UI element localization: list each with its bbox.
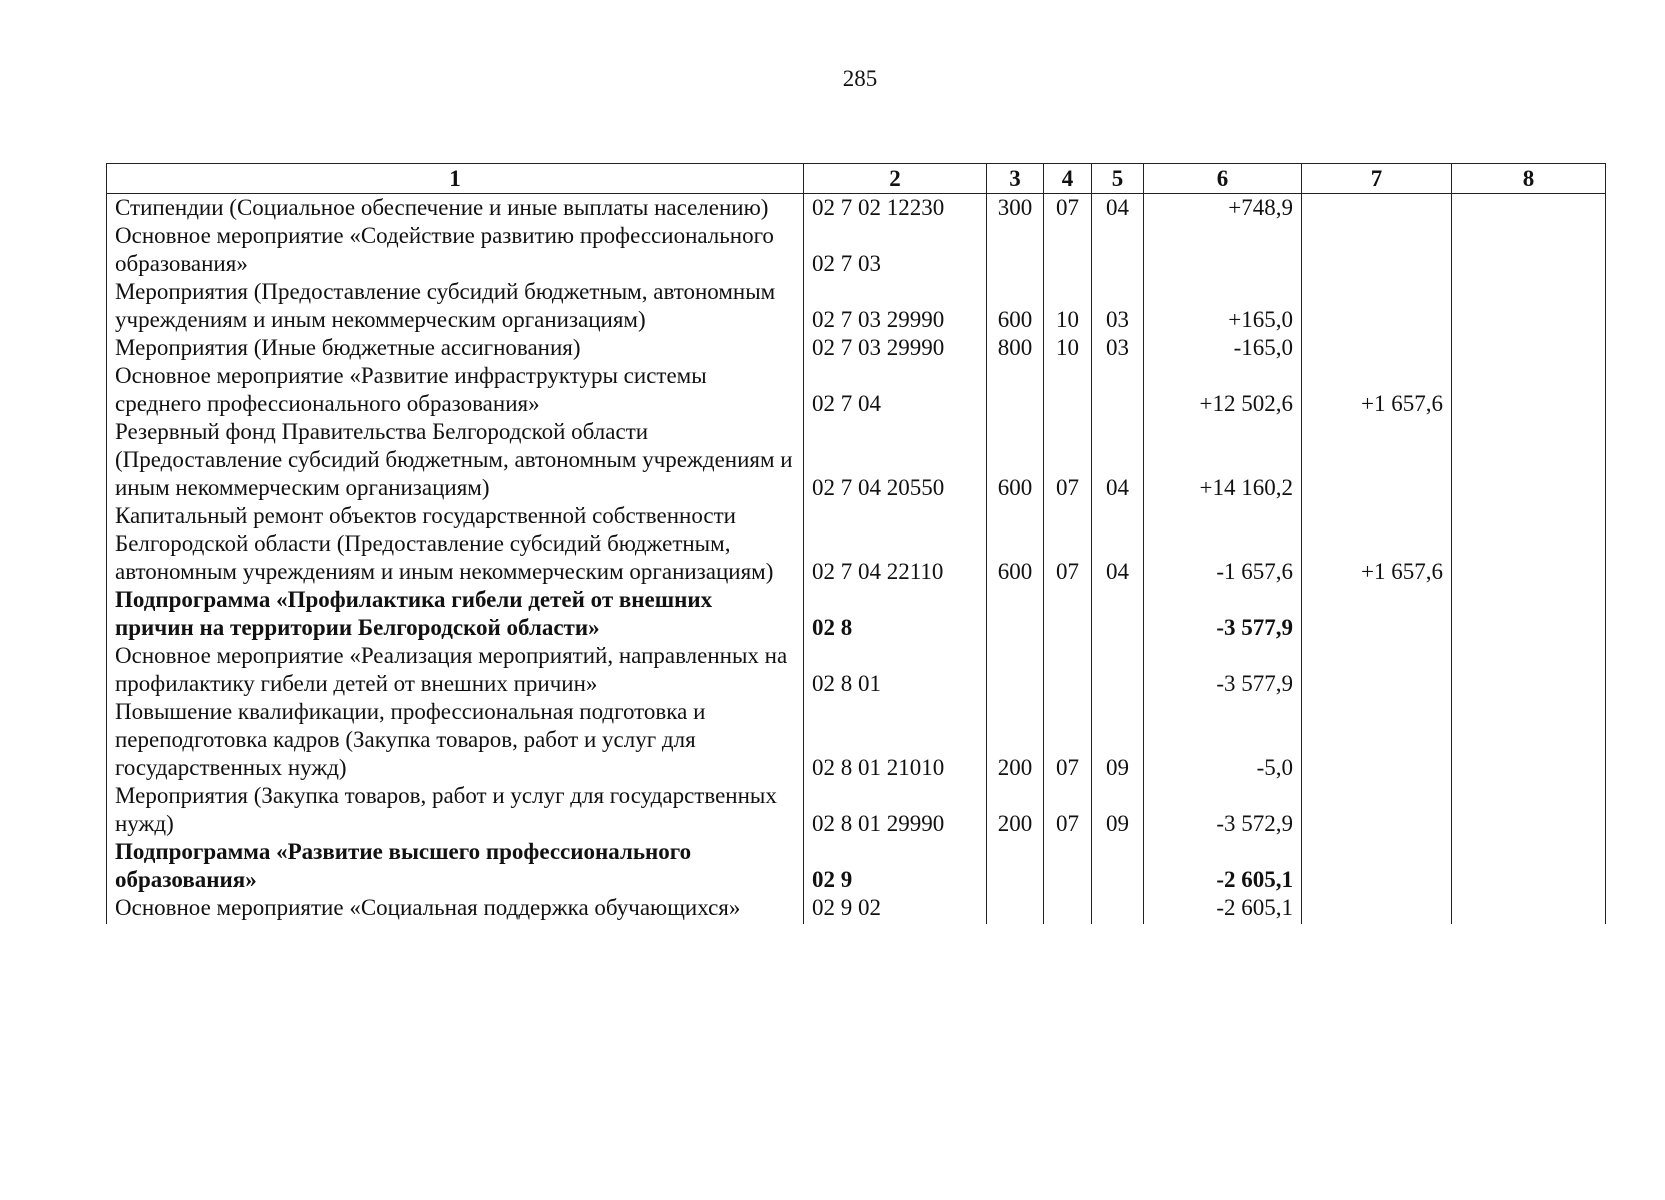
row-col8-value xyxy=(1452,222,1606,278)
row-col5-cell xyxy=(1092,838,1144,894)
row-col6-value: -2 605,1 xyxy=(1144,838,1302,894)
row-code-cell: 02 8 xyxy=(804,586,987,642)
row-col4-cell: 10 xyxy=(1044,334,1092,362)
row-col3-cell: 600 xyxy=(987,278,1044,334)
table-row xyxy=(107,194,1606,223)
row-name-cell: Подпрограмма «Профилактика гибели детей от внешних причин на территории Белгородской области» xyxy=(107,586,804,642)
row-name-cell: Подпрограмма «Развитие высшего профессионального образования» xyxy=(107,838,804,894)
row-col5-cell: 09 xyxy=(1092,782,1144,838)
row-col8-value xyxy=(1452,642,1606,698)
row-col7-value xyxy=(1302,418,1452,502)
row-col8-value xyxy=(1452,894,1606,924)
header-col-4: 4 xyxy=(1044,164,1092,194)
table-row xyxy=(107,586,1606,642)
row-col6-value: -3 572,9 xyxy=(1144,782,1302,838)
row-col6-value: -2 605,1 xyxy=(1144,894,1302,924)
row-col3-cell xyxy=(987,222,1044,278)
table-row xyxy=(107,642,1606,698)
row-name-cell: Основное мероприятие «Развитие инфраструктуры системы среднего профессионального образования» xyxy=(107,362,804,418)
row-col6-value: -5,0 xyxy=(1144,698,1302,782)
row-code-cell: 02 7 04 20550 xyxy=(804,418,987,502)
row-col7-value: +1 657,6 xyxy=(1302,362,1452,418)
row-col5-cell: 09 xyxy=(1092,698,1144,782)
row-col4-cell: 07 xyxy=(1044,418,1092,502)
row-col4-cell: 07 xyxy=(1044,502,1092,586)
row-col8-value xyxy=(1452,586,1606,642)
row-code-cell: 02 8 01 xyxy=(804,642,987,698)
row-code-cell: 02 7 03 29990 xyxy=(804,278,987,334)
row-name-cell: Основное мероприятие «Содействие развитию профессионального образования» xyxy=(107,222,804,278)
row-code-cell: 02 7 04 22110 xyxy=(804,502,987,586)
row-col8-value xyxy=(1452,278,1606,334)
row-col5-cell xyxy=(1092,222,1144,278)
row-col3-cell: 600 xyxy=(987,418,1044,502)
table-row xyxy=(107,222,1606,278)
table-row xyxy=(107,838,1606,894)
table-row xyxy=(107,894,1606,924)
row-col6-value: -3 577,9 xyxy=(1144,586,1302,642)
table-row xyxy=(107,362,1606,418)
header-col-6: 6 xyxy=(1144,164,1302,194)
row-col8-value xyxy=(1452,418,1606,502)
table-row xyxy=(107,418,1606,502)
row-col7-value xyxy=(1302,586,1452,642)
row-col3-cell xyxy=(987,642,1044,698)
row-name-cell: Повышение квалификации, профессиональная подготовка и переподготовка кадров (Закупка товаров, работ и услуг для государственных нужд) xyxy=(107,698,804,782)
row-col3-cell xyxy=(987,362,1044,418)
row-col4-cell: 07 xyxy=(1044,194,1092,223)
row-col7-value xyxy=(1302,642,1452,698)
row-col6-value: +14 160,2 xyxy=(1144,418,1302,502)
row-col3-cell xyxy=(987,894,1044,924)
page-number: 285 xyxy=(842,66,878,91)
row-col4-cell: 07 xyxy=(1044,782,1092,838)
row-name-cell: Стипендии (Социальное обеспечение и иные выплаты населению) xyxy=(107,194,804,223)
row-col3-cell: 200 xyxy=(987,782,1044,838)
row-name-cell: Мероприятия (Закупка товаров, работ и услуг для государственных нужд) xyxy=(107,782,804,838)
row-col7-value xyxy=(1302,334,1452,362)
row-col5-cell xyxy=(1092,586,1144,642)
row-col4-cell xyxy=(1044,362,1092,418)
row-col7-value: +1 657,6 xyxy=(1302,502,1452,586)
row-code-cell: 02 7 02 12230 xyxy=(804,194,987,223)
table-row xyxy=(107,698,1606,782)
row-col3-cell: 800 xyxy=(987,334,1044,362)
row-col5-cell xyxy=(1092,362,1144,418)
row-code-cell: 02 8 01 21010 xyxy=(804,698,987,782)
row-col7-value xyxy=(1302,222,1452,278)
row-col8-value xyxy=(1452,194,1606,223)
row-col8-value xyxy=(1452,362,1606,418)
row-col4-cell: 10 xyxy=(1044,278,1092,334)
row-code-cell: 02 8 01 29990 xyxy=(804,782,987,838)
row-col8-value xyxy=(1452,698,1606,782)
row-col5-cell: 03 xyxy=(1092,334,1144,362)
row-name-cell: Мероприятия (Предоставление субсидий бюджетным, автономным учреждениям и иным некоммерческим организациям) xyxy=(107,278,804,334)
row-code-cell: 02 7 03 29990 xyxy=(804,334,987,362)
budget-table xyxy=(106,163,1606,924)
row-code-cell: 02 9 xyxy=(804,838,987,894)
table-header xyxy=(107,164,1606,194)
row-col5-cell xyxy=(1092,894,1144,924)
row-col7-value xyxy=(1302,782,1452,838)
row-col4-cell xyxy=(1044,222,1092,278)
row-code-cell: 02 7 03 xyxy=(804,222,987,278)
table-body xyxy=(107,194,1606,925)
row-col5-cell: 04 xyxy=(1092,418,1144,502)
row-col6-value: -165,0 xyxy=(1144,334,1302,362)
table-row xyxy=(107,502,1606,586)
row-name-cell: Основное мероприятие «Социальная поддержка обучающихся» xyxy=(107,894,804,924)
header-col-5: 5 xyxy=(1092,164,1144,194)
row-col6-value: -1 657,6 xyxy=(1144,502,1302,586)
row-code-cell: 02 9 02 xyxy=(804,894,987,924)
row-col6-value: -3 577,9 xyxy=(1144,642,1302,698)
row-col3-cell xyxy=(987,586,1044,642)
row-col7-value xyxy=(1302,838,1452,894)
row-col5-cell: 03 xyxy=(1092,278,1144,334)
row-col8-value xyxy=(1452,502,1606,586)
header-col-7: 7 xyxy=(1302,164,1452,194)
table-row xyxy=(107,782,1606,838)
row-col8-value xyxy=(1452,334,1606,362)
header-col-3: 3 xyxy=(987,164,1044,194)
row-col6-value xyxy=(1144,222,1302,278)
row-col5-cell: 04 xyxy=(1092,194,1144,223)
row-col8-value xyxy=(1452,782,1606,838)
row-col4-cell: 07 xyxy=(1044,698,1092,782)
row-col3-cell xyxy=(987,838,1044,894)
row-col4-cell xyxy=(1044,838,1092,894)
table-row xyxy=(107,334,1606,362)
header-col-8: 8 xyxy=(1452,164,1606,194)
row-col8-value xyxy=(1452,838,1606,894)
header-col-1: 1 xyxy=(107,164,804,194)
row-code-cell: 02 7 04 xyxy=(804,362,987,418)
row-name-cell: Мероприятия (Иные бюджетные ассигнования) xyxy=(107,334,804,362)
row-col5-cell xyxy=(1092,642,1144,698)
row-col7-value xyxy=(1302,194,1452,223)
row-col7-value xyxy=(1302,278,1452,334)
row-col3-cell: 300 xyxy=(987,194,1044,223)
row-name-cell: Капитальный ремонт объектов государственной собственности Белгородской области (Предоставление субсидий бюджетным, автономным учреждениям и иным некоммерческим организациям) xyxy=(107,502,804,586)
header-row xyxy=(107,164,1606,194)
table-row xyxy=(107,278,1606,334)
row-col4-cell xyxy=(1044,642,1092,698)
row-col5-cell: 04 xyxy=(1092,502,1144,586)
row-col4-cell xyxy=(1044,586,1092,642)
row-col4-cell xyxy=(1044,894,1092,924)
row-col7-value xyxy=(1302,698,1452,782)
row-col3-cell: 200 xyxy=(987,698,1044,782)
row-name-cell: Резервный фонд Правительства Белгородской области (Предоставление субсидий бюджетным, автономным учреждениям и иным некоммерческим организациям) xyxy=(107,418,804,502)
row-col6-value: +748,9 xyxy=(1144,194,1302,223)
row-col6-value: +12 502,6 xyxy=(1144,362,1302,418)
row-col3-cell: 600 xyxy=(987,502,1044,586)
header-col-2: 2 xyxy=(804,164,987,194)
row-col6-value: +165,0 xyxy=(1144,278,1302,334)
row-name-cell: Основное мероприятие «Реализация мероприятий, направленных на профилактику гибели детей от внешних причин» xyxy=(107,642,804,698)
row-col7-value xyxy=(1302,894,1452,924)
